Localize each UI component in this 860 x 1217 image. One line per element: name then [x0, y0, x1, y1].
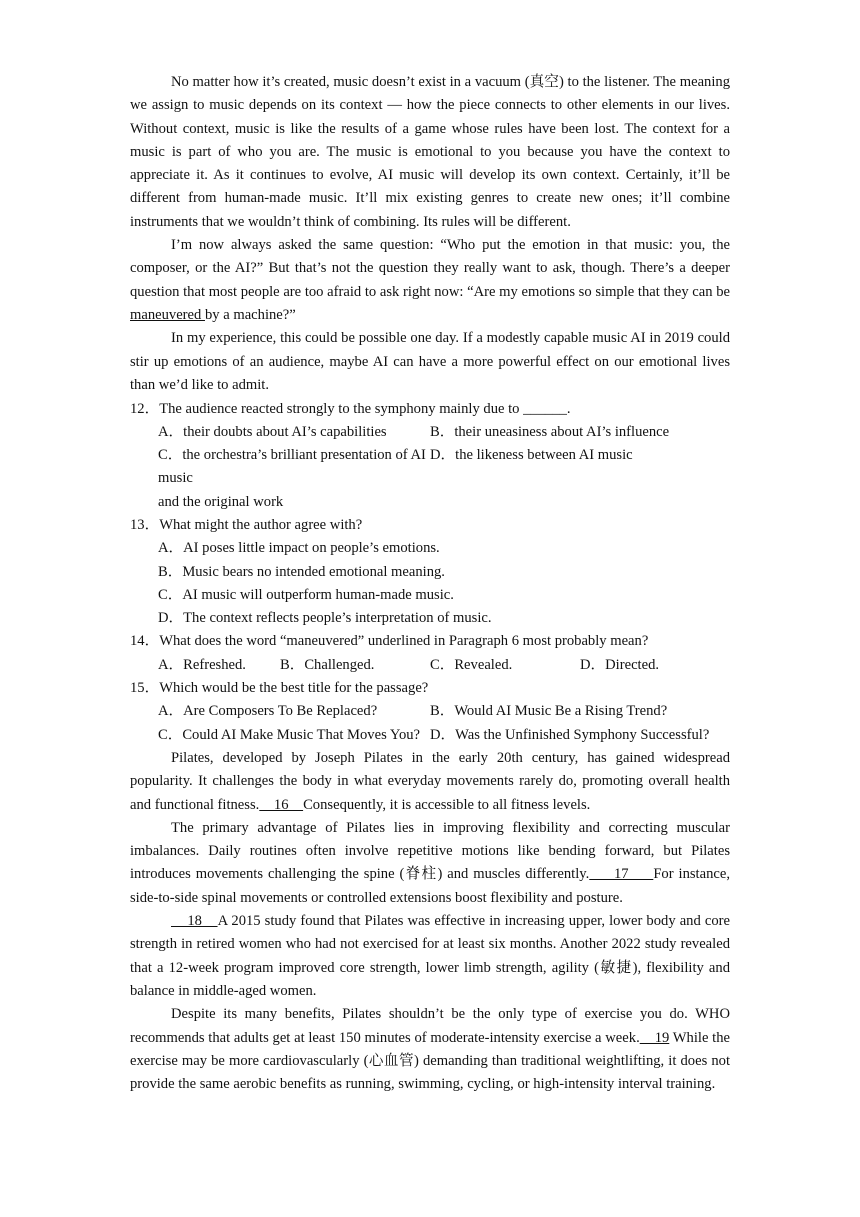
- q12-option-a[interactable]: A．their doubts about AI’s capabilities: [158, 423, 387, 440]
- q13-option-b[interactable]: B．Music bears no intended emotional meaning.: [158, 563, 445, 580]
- question-15-options-row2: [130, 724, 750, 747]
- passage-ai-music: [130, 71, 730, 397]
- q12-option-d[interactable]: D．the likeness between AI music: [430, 447, 633, 464]
- paragraph-pilates-intro: [130, 747, 730, 817]
- paragraph-question-end: by a machine?”: [204, 306, 296, 323]
- paragraph-pilates-advantage: [130, 817, 730, 910]
- q12-option-d-continued: and the original work: [158, 493, 284, 510]
- question-14-stem: 14．What does the word “maneuvered” underlined in Paragraph 6 most probably mean?: [130, 633, 649, 650]
- paragraph-question: [130, 234, 730, 327]
- q15-option-a[interactable]: A．Are Composers To Be Replaced?: [158, 703, 378, 720]
- q12-option-c[interactable]: C．the orchestra’s brilliant presentation of AI music: [158, 447, 426, 487]
- q14-option-a[interactable]: A．Refreshed.: [158, 656, 246, 673]
- paragraph-context: No matter how it’s created, music doesn’t exist in a vacuum (真空) to the listener. The meaning we assign to music depends on its context — how the piece connects to other elements in our lives. Without context, music is like the results of a game whose rules have been lost. The context for a music is part of who you are. The music is emotional to you because you have the context to appreciate it. As it continues to evolve, AI music will develop its own context. Certainly, it’ll be different from human-made music. It’ll mix existing genres to create new ones; it’ll combine instruments that we wouldn’t think of combining. Its rules will be different.: [130, 74, 730, 230]
- blank-18[interactable]: 18: [171, 913, 218, 930]
- pilates-advantage-end: For instance, side-to-side spinal movements or controlled extensions boost flexibility and posture.: [130, 866, 730, 906]
- underlined-word-maneuvered: maneuvered: [130, 306, 205, 323]
- paragraph-question-text: I’m now always asked the same question: “Who put the emotion in that music: you, the composer, or the AI?” But that’s not the question they really want to ask, though. There’s a deeper question that most people are too afraid to ask right now: “Are my emotions so simple that they can be: [130, 237, 730, 300]
- paragraph-pilates-studies: [130, 910, 730, 1003]
- pilates-intro-end: Consequently, it is accessible to all fitness levels.: [303, 796, 591, 813]
- question-15-stem: 15．Which would be the best title for the passage?: [130, 680, 429, 697]
- question-12-options-row1: [130, 421, 750, 444]
- q14-option-c[interactable]: C．Revealed.: [430, 656, 513, 673]
- q15-option-d[interactable]: D．Was the Unfinished Symphony Successful?: [430, 726, 710, 743]
- question-13-stem: 13．What might the author agree with?: [130, 516, 363, 533]
- pilates-studies-text: A 2015 study found that Pilates was effective in increasing upper, lower body and core strength in retired women who had not exercised for at least six months. Another 2022 study revealed that a 12-week program improved core strength, lower limb strength, agility (敏捷), flexibility and balance in middle-aged women.: [130, 913, 730, 999]
- q13-option-d[interactable]: D．The context reflects people’s interpretation of music.: [158, 610, 492, 627]
- questions-section: [130, 398, 750, 747]
- q15-option-c[interactable]: C．Could AI Make Music That Moves You?: [158, 726, 421, 743]
- q12-option-b[interactable]: B．their uneasiness about AI’s influence: [430, 423, 670, 440]
- paragraph-experience: In my experience, this could be possible one day. If a modestly capable music AI in 2019 could stir up emotions of an audience, maybe AI can have a more powerful effect on our emotional lives than we’d like to admit.: [130, 330, 730, 393]
- pilates-intro-text: Pilates, developed by Joseph Pilates in the early 20th century, has gained widespread popularity. It challenges the body in what everyday movements rarely do, promoting overall health and functional fitness.: [130, 750, 730, 813]
- blank-16[interactable]: 16: [259, 796, 304, 813]
- blank-17[interactable]: 17: [589, 866, 654, 883]
- question-12-stem: 12．The audience reacted strongly to the symphony mainly due to ______.: [130, 400, 571, 417]
- q15-option-b[interactable]: B．Would AI Music Be a Rising Trend?: [430, 703, 668, 720]
- passage-pilates: [130, 747, 730, 1096]
- q14-option-d[interactable]: D．Directed.: [580, 656, 660, 673]
- question-12-options-row2: [130, 444, 750, 491]
- question-14-options: [130, 654, 750, 677]
- blank-19[interactable]: 19: [639, 1029, 670, 1046]
- q14-option-b[interactable]: B．Challenged.: [280, 656, 375, 673]
- question-15-options-row1: [130, 700, 750, 723]
- q13-option-a[interactable]: A．AI poses little impact on people’s emotions.: [158, 540, 440, 557]
- paragraph-pilates-limits: [130, 1003, 730, 1096]
- q13-option-c[interactable]: C．AI music will outperform human-made music.: [158, 586, 454, 603]
- pilates-advantage-text: The primary advantage of Pilates lies in improving flexibility and correcting muscular imbalances. Daily routines often involve repetitive motions like bending forward, but Pilates introduces movements challenging the spine (脊柱) and muscles differently.: [130, 819, 730, 883]
- pilates-limits-end: While the exercise may be more cardiovascularly (心血管) demanding than traditional weightlifting, it does not provide the same aerobic benefits as running, swimming, cycling, or high-intensity interval training.: [130, 1029, 730, 1093]
- pilates-limits-text: Despite its many benefits, Pilates shouldn’t be the only type of exercise you do. WHO recommends that adults get at least 150 minutes of moderate-intensity exercise a week.: [130, 1006, 730, 1046]
